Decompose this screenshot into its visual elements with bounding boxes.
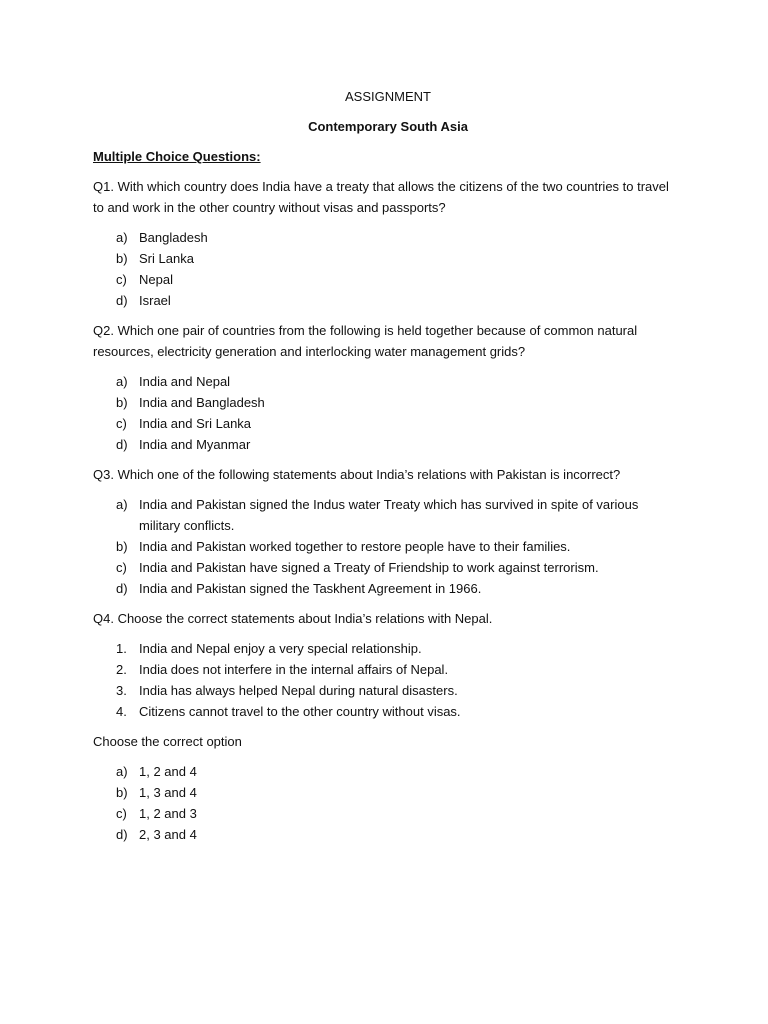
option-item	[93, 413, 683, 434]
statement-text: Citizens cannot travel to the other country without visas.	[139, 704, 461, 719]
option-text: Sri Lanka	[139, 251, 194, 266]
option-marker: a)	[116, 230, 128, 245]
option-item	[93, 248, 683, 269]
option-marker: a)	[116, 374, 128, 389]
statement-text: India and Nepal enjoy a very special relationship.	[139, 641, 422, 656]
question-4-options	[93, 761, 683, 845]
option-text: 1, 2 and 3	[139, 806, 197, 821]
option-marker: a)	[116, 764, 128, 779]
document-subtitle: Contemporary South Asia	[308, 119, 468, 134]
option-text: India and Pakistan signed the Taskhent Agreement in 1966.	[139, 581, 482, 596]
option-item	[93, 803, 683, 824]
statement-item	[93, 659, 683, 680]
option-marker: c)	[116, 806, 127, 821]
option-item	[93, 557, 683, 578]
option-marker: d)	[116, 827, 128, 842]
option-text: India and Pakistan worked together to restore people have to their families.	[139, 539, 571, 554]
statement-text: India has always helped Nepal during natural disasters.	[139, 683, 458, 698]
option-text: 2, 3 and 4	[139, 827, 197, 842]
statement-item	[93, 680, 683, 701]
option-text: India and Pakistan signed the Indus water Treaty which has survived in spite of various military conflicts.	[139, 497, 639, 533]
option-marker: c)	[116, 416, 127, 431]
option-text: India and Nepal	[139, 374, 231, 389]
document-title: ASSIGNMENT	[345, 89, 431, 104]
option-marker: b)	[116, 251, 128, 266]
question-2: Q2. Which one pair of countries from the following is held together because of common natural resources, electricity generation and interlocking water management grids?	[93, 323, 638, 359]
option-marker: c)	[116, 560, 127, 575]
option-marker: d)	[116, 293, 128, 308]
option-text: Israel	[139, 293, 171, 308]
option-item	[93, 269, 683, 290]
statement-marker: 1.	[116, 641, 127, 656]
option-text: Nepal	[139, 272, 173, 287]
option-text: India and Myanmar	[139, 437, 251, 452]
statement-item	[93, 638, 683, 659]
option-item	[93, 392, 683, 413]
option-item	[93, 371, 683, 392]
question-3: Q3. Which one of the following statements about India’s relations with Pakistan is incorrect?	[93, 467, 621, 482]
assignment-page	[93, 86, 683, 854]
option-marker: d)	[116, 581, 128, 596]
option-item	[93, 290, 683, 311]
option-text: Bangladesh	[139, 230, 208, 245]
statement-marker: 3.	[116, 683, 127, 698]
option-marker: a)	[116, 497, 128, 512]
option-marker: b)	[116, 785, 128, 800]
option-item	[93, 782, 683, 803]
option-marker: d)	[116, 437, 128, 452]
option-text: 1, 3 and 4	[139, 785, 197, 800]
question-4: Q4. Choose the correct statements about India’s relations with Nepal.	[93, 611, 493, 626]
option-marker: b)	[116, 395, 128, 410]
option-item	[93, 824, 683, 845]
option-text: India and Pakistan have signed a Treaty of Friendship to work against terrorism.	[139, 560, 599, 575]
question-1: Q1. With which country does India have a treaty that allows the citizens of the two countries to travel to and work in the other country without visas and passports?	[93, 179, 669, 215]
question-1-options	[93, 227, 683, 311]
question-4-instruction: Choose the correct option	[93, 734, 242, 749]
section-heading: Multiple Choice Questions:	[93, 149, 261, 164]
option-text: India and Sri Lanka	[139, 416, 252, 431]
option-item	[93, 494, 683, 536]
option-text: 1, 2 and 4	[139, 764, 197, 779]
option-marker: b)	[116, 539, 128, 554]
question-3-options	[93, 494, 683, 599]
option-item	[93, 578, 683, 599]
question-4-statements	[93, 638, 683, 722]
question-2-options	[93, 371, 683, 455]
option-item	[93, 536, 683, 557]
statement-item	[93, 701, 683, 722]
option-item	[93, 227, 683, 248]
option-text: India and Bangladesh	[139, 395, 265, 410]
statement-text: India does not interfere in the internal affairs of Nepal.	[139, 662, 449, 677]
option-marker: c)	[116, 272, 127, 287]
option-item	[93, 761, 683, 782]
statement-marker: 4.	[116, 704, 127, 719]
statement-marker: 2.	[116, 662, 127, 677]
option-item	[93, 434, 683, 455]
